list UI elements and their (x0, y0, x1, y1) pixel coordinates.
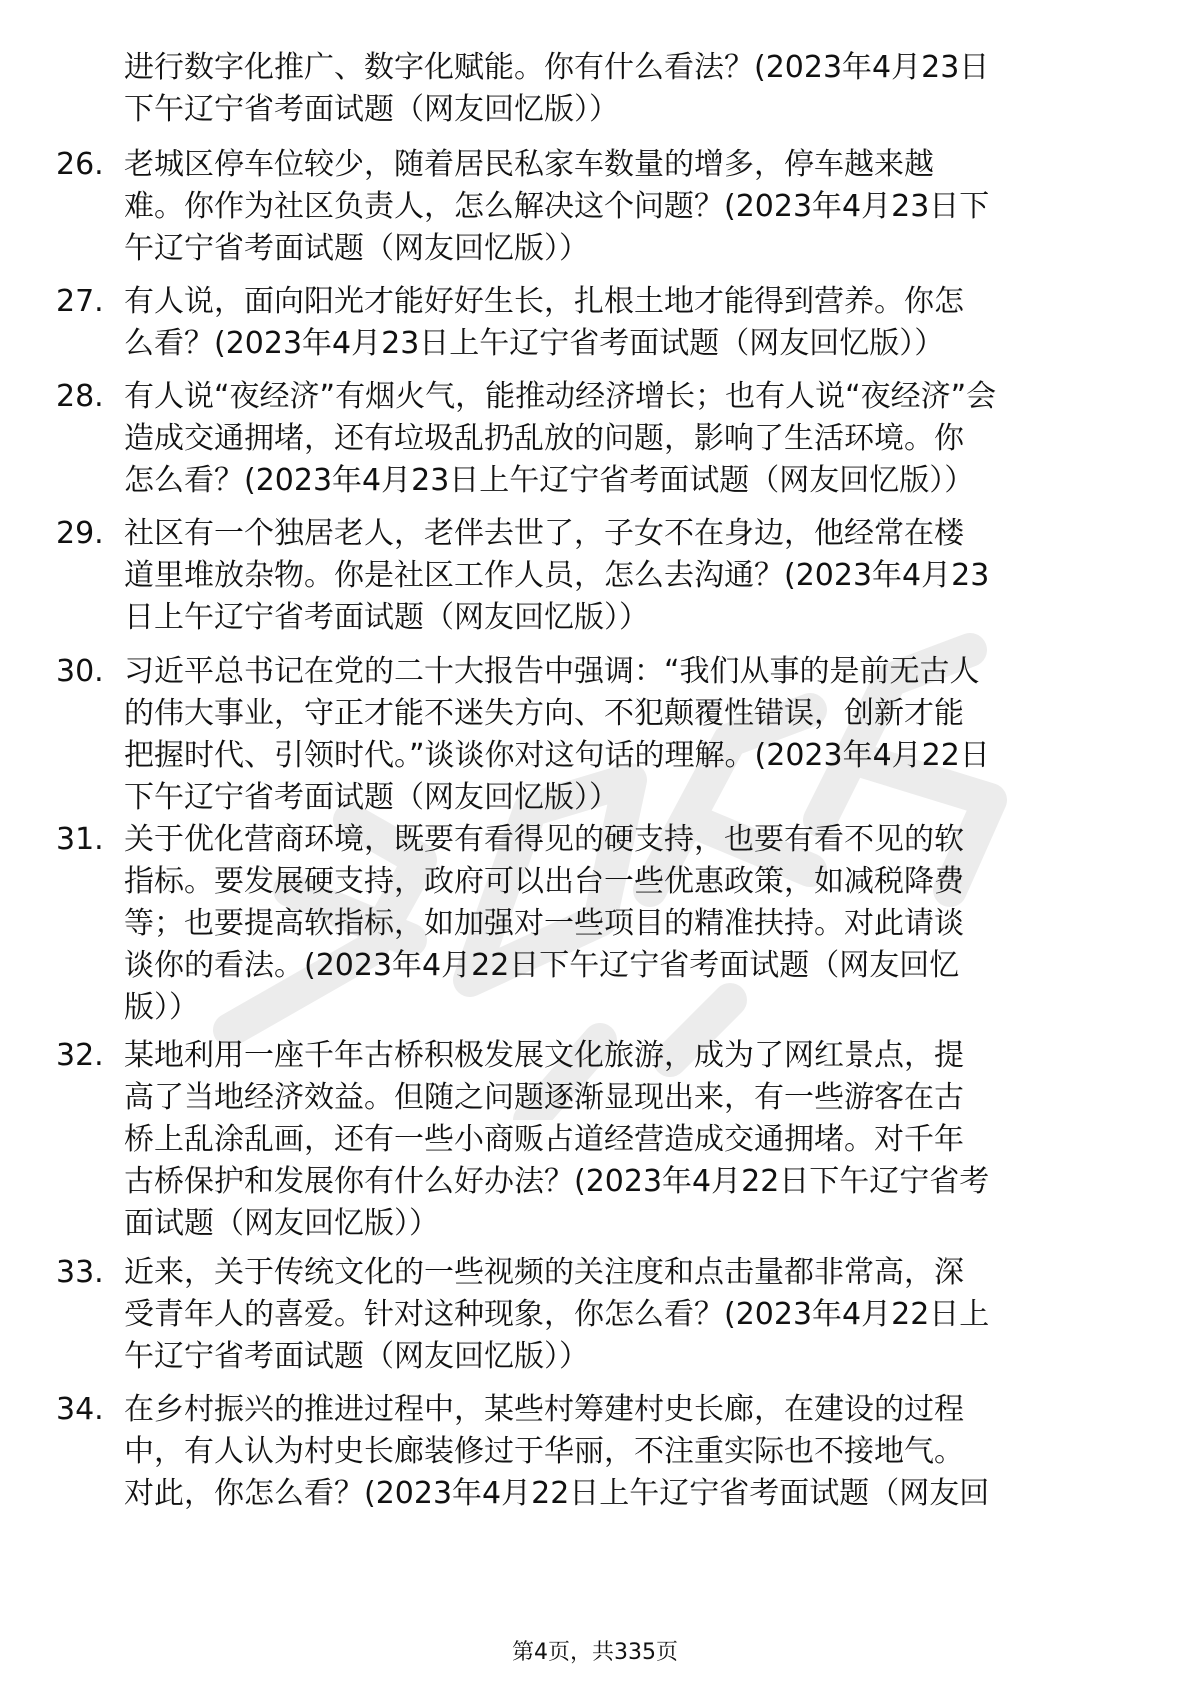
item-text-line: 社区有一个独居老人，老伴去世了，子女不在身边，他经常在楼 (124, 516, 964, 551)
item-text-line: 近来，关于传统文化的一些视频的关注度和点击量都非常高，深 (124, 1255, 964, 1290)
item-text-line: 对此，你怎么看？(2023年4月22日上午辽宁省考面试题（网友回 (124, 1476, 990, 1511)
item-text-line: 日上午辽宁省考面试题（网友回忆版）） (124, 600, 649, 635)
item-text-line: 习近平总书记在党的二十大报告中强调：“我们从事的是前无古人 (124, 654, 980, 689)
item-text-line: 怎么看？(2023年4月23日上午辽宁省考面试题（网友回忆版）） (124, 463, 975, 498)
item-number: 34. (56, 1392, 104, 1427)
item-text-line: 午辽宁省考面试题（网友回忆版）） (124, 231, 589, 266)
item-number: 28. (56, 379, 104, 414)
item-text-line: 指标。要发展硬支持，政府可以出台一些优惠政策，如减税降费 (124, 864, 964, 899)
item-text-line: 午辽宁省考面试题（网友回忆版）） (124, 1339, 589, 1374)
item-text-line: 有人说，面向阳光才能好好生长，扎根土地才能得到营养。你怎 (124, 284, 964, 319)
item-text-line: 受青年人的喜爱。针对这种现象，你怎么看？(2023年4月22日上 (124, 1297, 990, 1332)
item-text-line: 面试题（网友回忆版）） (124, 1206, 439, 1241)
item-number: 30. (56, 654, 104, 689)
item-text-line: 在乡村振兴的推进过程中，某些村筹建村史长廊，在建设的过程 (124, 1392, 964, 1427)
item-number: 27. (56, 284, 104, 319)
item-number: 33. (56, 1255, 104, 1290)
item-text-line: 么看？(2023年4月23日上午辽宁省考面试题（网友回忆版）） (124, 326, 945, 361)
item-text-line: 版）） (124, 990, 199, 1025)
item-text-line: 谈你的看法。(2023年4月22日下午辽宁省考面试题（网友回忆 (124, 948, 960, 983)
item-number: 32. (56, 1038, 104, 1073)
item-text-line: 高了当地经济效益。但随之问题逐渐显现出来，有一些游客在古 (124, 1080, 964, 1115)
item-text-line: 道里堆放杂物。你是社区工作人员，怎么去沟通？(2023年4月23 (124, 558, 990, 593)
item-text-line: 把握时代、引领时代。”谈谈你对这句话的理解。(2023年4月22日 (124, 738, 990, 773)
item-number: 31. (56, 822, 104, 857)
item-text-line: 有人说“夜经济”有烟火气，能推动经济增长；也有人说“夜经济”会 (124, 379, 997, 414)
page-footer: 第4页，共335页 (512, 1640, 678, 1665)
item-number: 29. (56, 516, 104, 551)
item-text-line: 关于优化营商环境，既要有看得见的硬支持，也要有看不见的软 (124, 822, 964, 857)
item-text-line: 老城区停车位较少，随着居民私家车数量的增多，停车越来越 (124, 147, 934, 182)
item-text-line: 造成交通拥堵，还有垃圾乱扔乱放的问题，影响了生活环境。你 (124, 421, 964, 456)
item-text-line: 下午辽宁省考面试题（网友回忆版）） (124, 780, 619, 815)
item-text-line: 桥上乱涂乱画，还有一些小商贩占道经营造成交通拥堵。对千年 (124, 1122, 964, 1157)
item-number: 26. (56, 147, 104, 182)
item-text-line: 等；也要提高软指标，如加强对一些项目的精准扶持。对此请谈 (124, 906, 964, 941)
item-text-line: 中，有人认为村史长廊装修过于华丽，不注重实际也不接地气。 (124, 1434, 964, 1469)
item-text-line: 某地利用一座千年古桥积极发展文化旅游，成为了网红景点，提 (124, 1038, 964, 1073)
item-text-line: 古桥保护和发展你有什么好办法？(2023年4月22日下午辽宁省考 (124, 1164, 990, 1199)
item-text-line: 进行数字化推广、数字化赋能。你有什么看法？(2023年4月23日 (124, 50, 990, 85)
item-text-line: 下午辽宁省考面试题（网友回忆版）） (124, 92, 619, 127)
item-text-line: 难。你作为社区负责人，怎么解决这个问题？(2023年4月23日下 (124, 189, 990, 224)
item-text-line: 的伟大事业，守正才能不迷失方向、不犯颠覆性错误，创新才能 (124, 696, 964, 731)
